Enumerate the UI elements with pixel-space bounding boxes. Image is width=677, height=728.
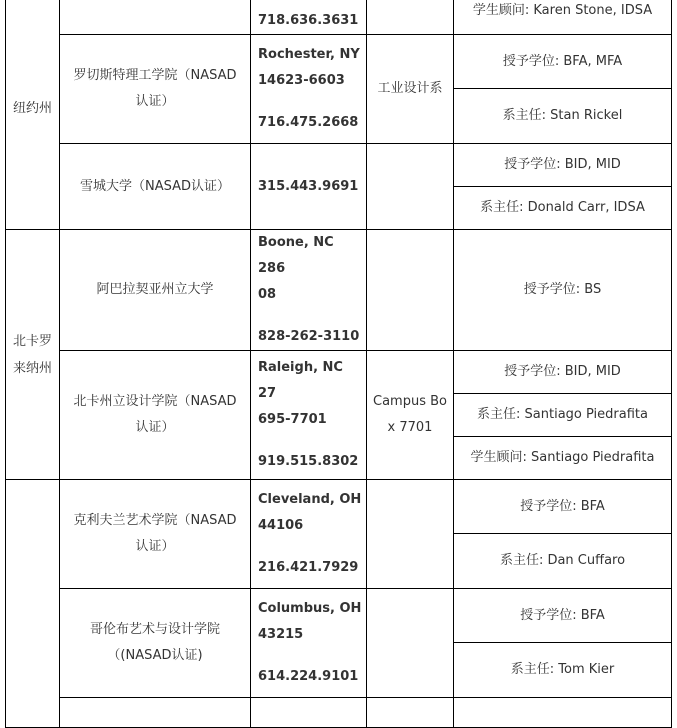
contact-cell bbox=[251, 589, 367, 698]
department-cell bbox=[367, 351, 454, 480]
contact-cell bbox=[251, 144, 367, 230]
address-line-1: Raleigh, NC 27 bbox=[258, 360, 343, 401]
department-cell bbox=[367, 480, 454, 589]
contact-cell bbox=[251, 230, 367, 351]
info-cell-chair: 系主任: Stan Rickel bbox=[454, 89, 672, 144]
school-cell bbox=[60, 0, 251, 35]
phone-text: 919.515.8302 bbox=[258, 454, 359, 469]
address-line-2: 44106 bbox=[258, 518, 304, 533]
contact-cell bbox=[251, 480, 367, 589]
info-cell bbox=[454, 698, 672, 728]
table-row bbox=[6, 351, 672, 394]
schools-table bbox=[5, 0, 672, 728]
address-line-2: 08 bbox=[258, 287, 277, 302]
state-cell-oh bbox=[6, 480, 60, 728]
table-row bbox=[6, 35, 672, 89]
phone-text: 315.443.9691 bbox=[258, 178, 359, 194]
department-cell bbox=[367, 589, 454, 698]
department-cell bbox=[367, 144, 454, 230]
address-line-1: Rochester, NY bbox=[258, 47, 360, 62]
info-cell-chair: 系主任: Santiago Piedrafita bbox=[454, 394, 672, 437]
contact-cell bbox=[251, 0, 367, 35]
address-line-1: Cleveland, OH bbox=[258, 492, 362, 507]
contact-cell bbox=[251, 351, 367, 480]
department-cell bbox=[367, 0, 454, 35]
info-cell-chair: 系主任: Tom Kier bbox=[454, 643, 672, 698]
address-line-1: Boone, NC 286 bbox=[258, 235, 334, 276]
info-cell-degree: 授予学位: BFA bbox=[454, 589, 672, 643]
info-cell-chair: 系主任: Donald Carr, IDSA bbox=[454, 187, 672, 230]
table-row bbox=[6, 230, 672, 351]
table-row bbox=[6, 480, 672, 534]
info-cell-chair: 系主任: Dan Cuffaro bbox=[454, 534, 672, 589]
table-row bbox=[6, 144, 672, 187]
school-cell bbox=[60, 698, 251, 728]
info-cell-degree: 授予学位: BID, MID bbox=[454, 351, 672, 394]
info-cell-degree: 授予学位: BS bbox=[454, 230, 672, 351]
department-line-1: Campus Bo bbox=[373, 394, 447, 409]
phone-text: 828-262-3110 bbox=[258, 329, 360, 344]
address-line-2: 695-7701 bbox=[258, 412, 327, 427]
department-cell bbox=[367, 698, 454, 728]
info-cell-advisor: 学生顾问: Santiago Piedrafita bbox=[454, 437, 672, 480]
address-line-2: 43215 bbox=[258, 627, 304, 642]
school-name-cell: 罗切斯特理工学院（NASAD认证） bbox=[60, 35, 251, 144]
state-cell-nc: 北卡罗来纳州 bbox=[6, 230, 60, 480]
school-name-cell: 雪城大学（NASAD认证） bbox=[60, 144, 251, 230]
phone-text: 718.636.3631 bbox=[258, 13, 359, 28]
address-line-2: 14623-6603 bbox=[258, 73, 345, 88]
department-cell bbox=[367, 230, 454, 351]
phone-text: 614.224.9101 bbox=[258, 669, 359, 684]
state-cell-ny: 纽约州 bbox=[6, 0, 60, 230]
contact-cell bbox=[251, 35, 367, 144]
info-cell: 学生顾问: Karen Stone, IDSA bbox=[454, 0, 672, 35]
table-row bbox=[6, 698, 672, 728]
school-name-cell: 北卡州立设计学院（NASAD认证） bbox=[60, 351, 251, 480]
department-line-2: x 7701 bbox=[387, 420, 433, 435]
address-line-1: Columbus, OH bbox=[258, 601, 362, 616]
school-name-cell: 哥伦布艺术与设计学院（(NASAD认证) bbox=[60, 589, 251, 698]
phone-text: 716.475.2668 bbox=[258, 115, 359, 130]
school-name-cell: 阿巴拉契亚州立大学 bbox=[60, 230, 251, 351]
department-cell: 工业设计系 bbox=[367, 35, 454, 144]
table-row bbox=[6, 589, 672, 643]
info-cell-degree: 授予学位: BID, MID bbox=[454, 144, 672, 187]
contact-cell bbox=[251, 698, 367, 728]
table-row bbox=[6, 0, 672, 35]
phone-text: 216.421.7929 bbox=[258, 560, 359, 575]
info-cell-degree: 授予学位: BFA bbox=[454, 480, 672, 534]
info-cell-degree: 授予学位: BFA, MFA bbox=[454, 35, 672, 89]
school-name-cell: 克利夫兰艺术学院（NASAD认证） bbox=[60, 480, 251, 589]
